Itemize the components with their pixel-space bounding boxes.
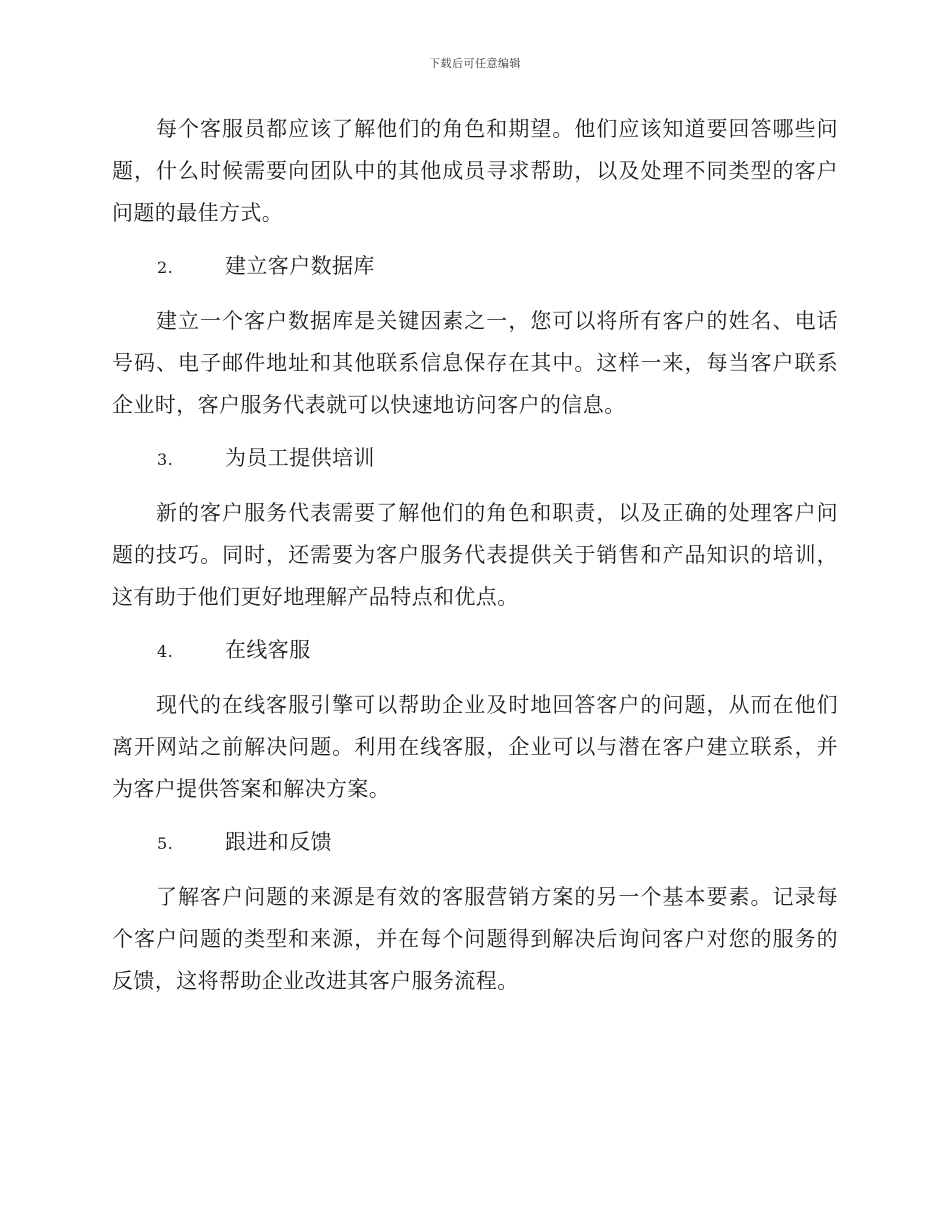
section-heading-2	[112, 245, 838, 289]
section-paragraph-5: 了解客户问题的来源是有效的客服营销方案的另一个基本要素。记录每个客户问题的类型和来源，并在每个问题得到解决后询问客户对您的服务的反馈，这将帮助企业改进其客户服务流程。	[112, 885, 838, 993]
section-heading-3	[112, 437, 838, 481]
section-number: 3.	[157, 450, 174, 469]
intro-paragraph: 每个客服员都应该了解他们的角色和期望。他们应该知道要回答哪些问题，什么时候需要向团队中的其他成员寻求帮助，以及处理不同类型的客户问题的最佳方式。	[112, 117, 838, 225]
section-number: 2.	[157, 258, 174, 277]
section-title: 在线客服	[225, 638, 311, 662]
section-title: 为员工提供培训	[225, 446, 375, 470]
section-number: 4.	[157, 642, 174, 661]
section-paragraph-3: 新的客户服务代表需要了解他们的角色和职责，以及正确的处理客户问题的技巧。同时，还需要为客户服务代表提供关于销售和产品知识的培训，这有助于他们更好地理解产品特点和优点。	[112, 501, 838, 609]
document-body	[112, 108, 838, 1013]
section-heading-5	[112, 821, 838, 865]
section-title: 跟进和反馈	[225, 830, 332, 854]
section-paragraph-2: 建立一个客户数据库是关键因素之一，您可以将所有客户的姓名、电话号码、电子邮件地址和其他联系信息保存在其中。这样一来，每当客户联系企业时，客户服务代表就可以快速地访问客户的信息。	[112, 309, 838, 417]
page-header: 下载后可任意编辑	[429, 57, 521, 70]
section-heading-4	[112, 629, 838, 673]
section-paragraph-4: 现代的在线客服引擎可以帮助企业及时地回答客户的问题，从而在他们离开网站之前解决问题。利用在线客服，企业可以与潜在客户建立联系，并为客户提供答案和解决方案。	[112, 693, 838, 801]
section-title: 建立客户数据库	[225, 254, 375, 278]
section-number: 5.	[157, 834, 174, 853]
